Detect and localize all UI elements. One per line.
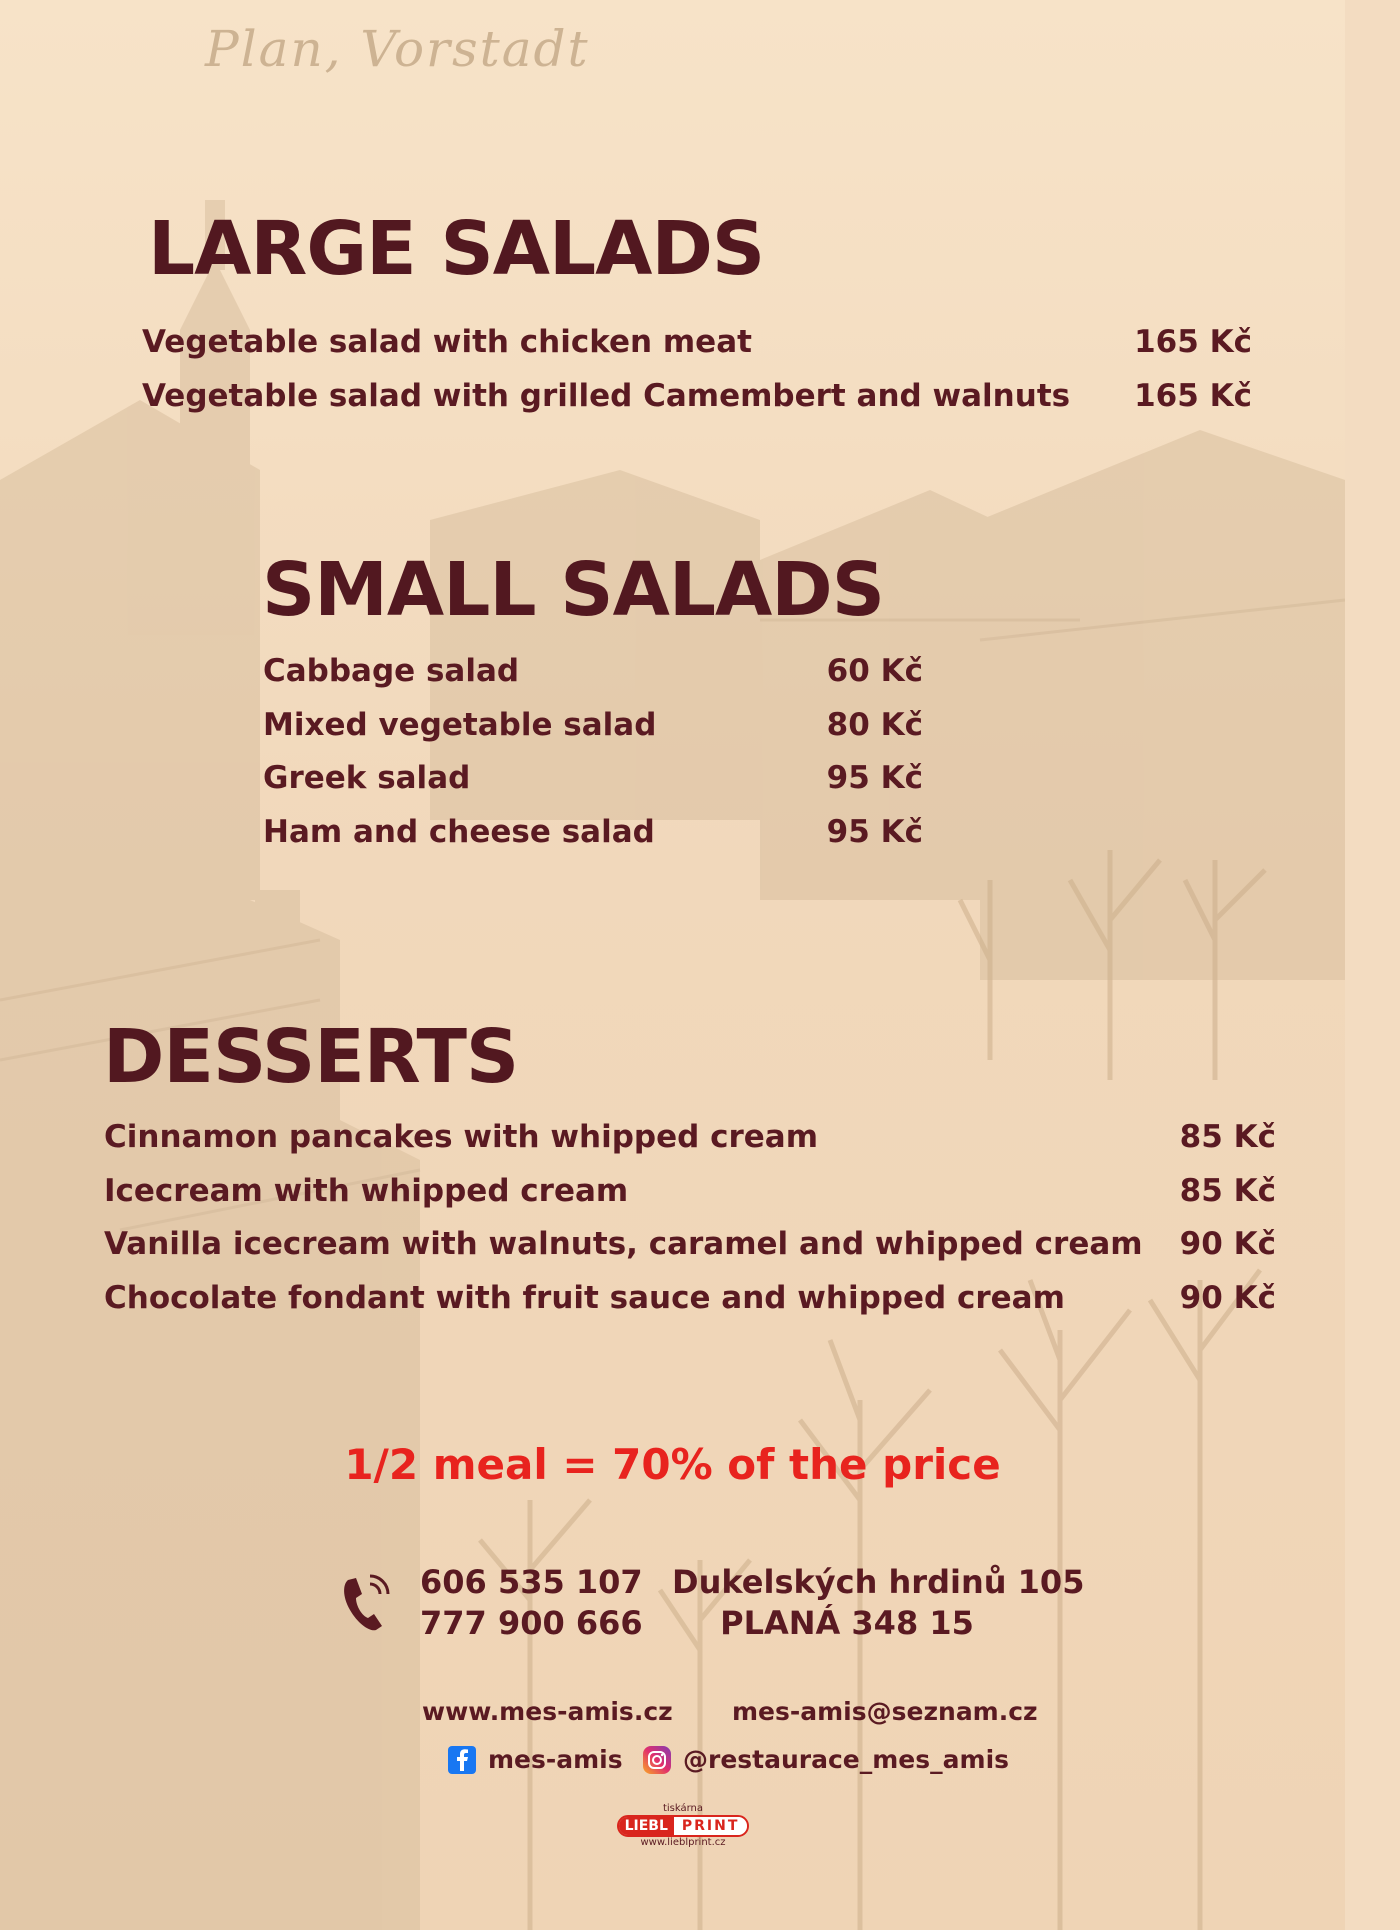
- menu-item: [104, 1110, 1276, 1164]
- item-price: 60 Kč: [826, 652, 923, 689]
- item-price: 95 Kč: [826, 760, 923, 797]
- printer-logo-part2: PRINT: [674, 1817, 748, 1835]
- item-price: 90 Kč: [1179, 1226, 1276, 1263]
- item-price: 95 Kč: [826, 813, 923, 850]
- instagram-handle: @restaurace_mes_amis: [683, 1745, 1010, 1774]
- facebook-link[interactable]: [448, 1745, 623, 1774]
- facebook-handle: mes-amis: [488, 1745, 623, 1774]
- half-meal-note: 1/2 meal = 70% of the price: [344, 1440, 1001, 1489]
- menu-item: [142, 315, 1252, 369]
- menu-item: [104, 1164, 1276, 1218]
- printer-logo-part1: LIEBL: [619, 1817, 674, 1835]
- item-name: Cabbage salad: [263, 652, 520, 689]
- instagram-icon: [643, 1746, 671, 1774]
- address-city: PLANÁ 348 15: [720, 1604, 974, 1642]
- menu-item: [263, 698, 923, 752]
- address: [672, 1562, 1085, 1644]
- desserts-list: [104, 1110, 1276, 1325]
- item-price: 165 Kč: [1134, 377, 1252, 414]
- large-salads-list: [142, 315, 1252, 422]
- printer-url[interactable]: www.lieblprint.cz: [640, 1837, 726, 1848]
- item-price: 80 Kč: [826, 706, 923, 743]
- phone-numbers: [420, 1562, 643, 1644]
- small-salads-list: [263, 644, 923, 859]
- item-name: Vegetable salad with chicken meat: [142, 323, 752, 360]
- item-name: Ham and cheese salad: [263, 813, 655, 850]
- section-title-desserts: DESSERTS: [103, 1014, 519, 1100]
- menu-item: [263, 751, 923, 805]
- website-link[interactable]: www.mes-amis.cz: [422, 1697, 673, 1726]
- printer-logo-badge: [617, 1815, 750, 1837]
- instagram-link[interactable]: [643, 1745, 1009, 1774]
- background-caption: Plan, Vorstadt: [205, 20, 590, 78]
- facebook-icon: [448, 1746, 476, 1774]
- item-name: Icecream with whipped cream: [104, 1172, 629, 1209]
- address-street: Dukelských hrdinů 105: [672, 1563, 1085, 1601]
- section-title-small-salads: SMALL SALADS: [262, 547, 884, 633]
- item-name: Vanilla icecream with walnuts, caramel and whipped cream: [104, 1226, 1143, 1263]
- item-name: Vegetable salad with grilled Camembert and walnuts: [142, 377, 1071, 414]
- menu-item: [142, 369, 1252, 423]
- item-price: 165 Kč: [1134, 323, 1252, 360]
- item-name: Cinnamon pancakes with whipped cream: [104, 1118, 818, 1155]
- item-name: Greek salad: [263, 760, 471, 797]
- printer-logo: [600, 1803, 766, 1849]
- email-link[interactable]: mes-amis@seznam.cz: [732, 1697, 1038, 1726]
- menu-item: [263, 805, 923, 859]
- menu-item: [263, 644, 923, 698]
- item-price: 90 Kč: [1179, 1279, 1276, 1316]
- item-name: Chocolate fondant with fruit sauce and whipped cream: [104, 1279, 1065, 1316]
- item-price: 85 Kč: [1179, 1172, 1276, 1209]
- printer-label: tiskárna: [662, 1803, 704, 1814]
- phone-number: 606 535 107: [420, 1563, 643, 1601]
- phone-number: 777 900 666: [420, 1604, 643, 1642]
- phone-icon: [340, 1572, 392, 1634]
- section-title-large-salads: LARGE SALADS: [148, 206, 765, 292]
- menu-item: [104, 1271, 1276, 1325]
- menu-item: [104, 1217, 1276, 1271]
- item-name: Mixed vegetable salad: [263, 706, 657, 743]
- item-price: 85 Kč: [1179, 1118, 1276, 1155]
